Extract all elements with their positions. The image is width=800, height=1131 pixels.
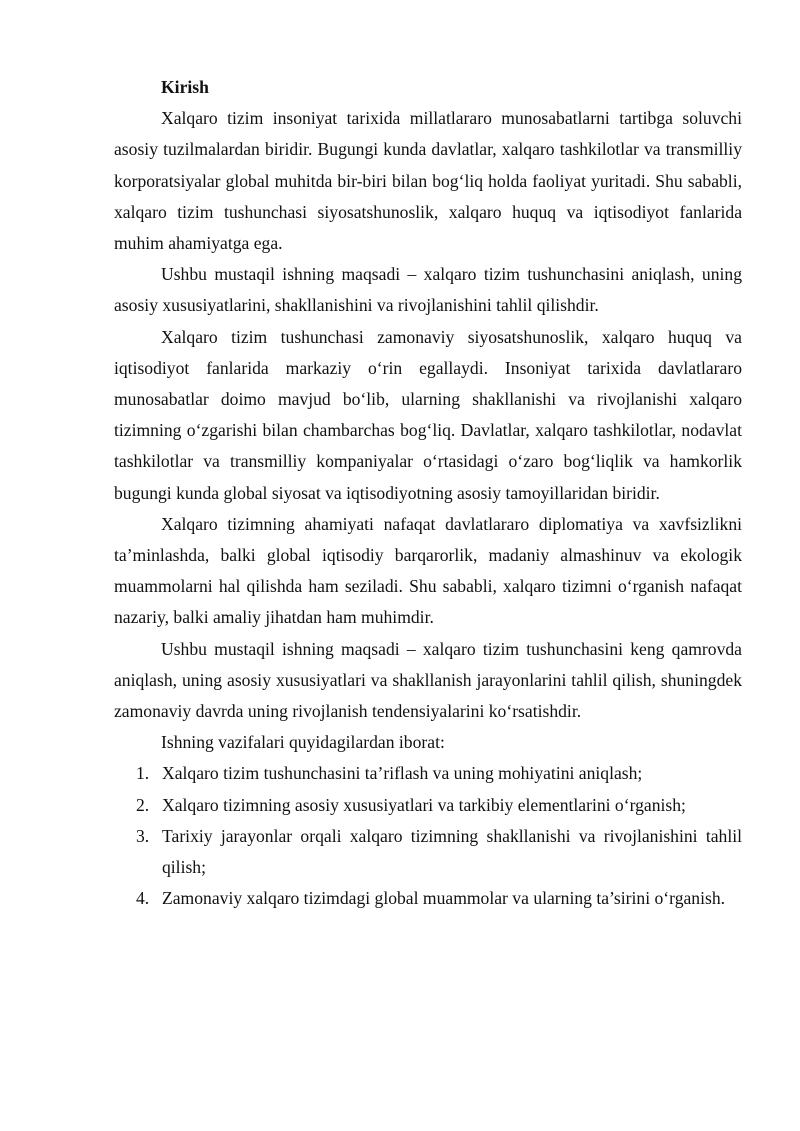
task-list — [114, 758, 742, 914]
paragraph-concept: Xalqaro tizim tushunchasi zamonaviy siyosatshunoslik, xalqaro huquq va iqtisodiyot fanlarida markaziy o‘rin egallaydi. Insoniyat tarixida davlatlararo munosabatlar doimo mavjud bo‘lib, ularning shakllanishi va rivojlanishi xalqaro tizimning o‘zgarishi bilan chambarchas bog‘liq. Davlatlar, xalqaro tashkilotlar, nodavlat tashkilotlar va transmilliy kompaniyalar o‘rtasidagi o‘zaro bog‘liqlik va hamkorlik bugungi kunda global siyosat va iqtisodiyotning asosiy tamoyillaridan biridir. — [114, 326, 742, 503]
list-item-text: Tarixiy jarayonlar orqali xalqaro tizimning shakllanishi va rivojlanishini tahlil qilish; — [162, 825, 742, 878]
list-item-number: 2. — [136, 794, 150, 815]
list-item — [114, 821, 742, 883]
paragraph-aim: Ushbu mustaqil ishning maqsadi – xalqaro tizim tushunchasini aniqlash, uning asosiy xususiyatlarini, shakllanishini va rivojlanishini tahlil qilishdir. — [114, 264, 742, 316]
list-item — [114, 790, 742, 821]
list-item-number: 3. — [136, 825, 150, 846]
paragraph-intro: Xalqaro tizim insoniyat tarixida millatlararo munosabatlarni tartibga soluvchi asosiy tuzilmalardan biridir. Bugungi kunda davlatlar, xalqaro tashkilotlar va transmilliy korporatsiyalar global muhitda bir-biri bilan bog‘liq holda faoliyat yuritadi. Shu sababli, xalqaro tizim tushunchasi siyosatshunoslik, xalqaro huquq va iqtisodiyot fanlarida muhim ahamiyatga ega. — [114, 108, 742, 254]
list-item — [114, 758, 742, 789]
list-item-text: Xalqaro tizim tushunchasini ta’riflash va uning mohiyatini aniqlash; — [162, 763, 643, 784]
document-page — [114, 72, 742, 914]
list-item-number: 1. — [136, 763, 150, 784]
list-item-number: 4. — [136, 888, 150, 909]
paragraph-aim-extended: Ushbu mustaqil ishning maqsadi – xalqaro tizim tushunchasini keng qamrovda aniqlash, uning asosiy xususiyatlari va shakllanish jarayonlarini tahlil qilish, shuningdek zamonaviy davrda uning rivojlanish tendensiyalarini ko‘rsatishdir. — [114, 638, 742, 722]
paragraph-tasks-intro: Ishning vazifalari quyidagilardan iborat: — [161, 732, 445, 753]
section-heading: Kirish — [161, 77, 209, 97]
paragraph-importance: Xalqaro tizimning ahamiyati nafaqat davlatlararo diplomatiya va xavfsizlikni ta’minlashda, balki global iqtisodiy barqarorlik, madaniy almashinuv va ekologik muammolarni hal qilishda ham seziladi. Shu sababli, xalqaro tizimni o‘rganish nafaqat nazariy, balki amaliy jihatdan ham muhimdir. — [114, 513, 742, 628]
list-item-text: Xalqaro tizimning asosiy xususiyatlari va tarkibiy elementlarini o‘rganish; — [162, 794, 686, 815]
list-item-text: Zamonaviy xalqaro tizimdagi global muammolar va ularning ta’sirini o‘rganish. — [162, 888, 726, 909]
list-item — [114, 883, 742, 914]
